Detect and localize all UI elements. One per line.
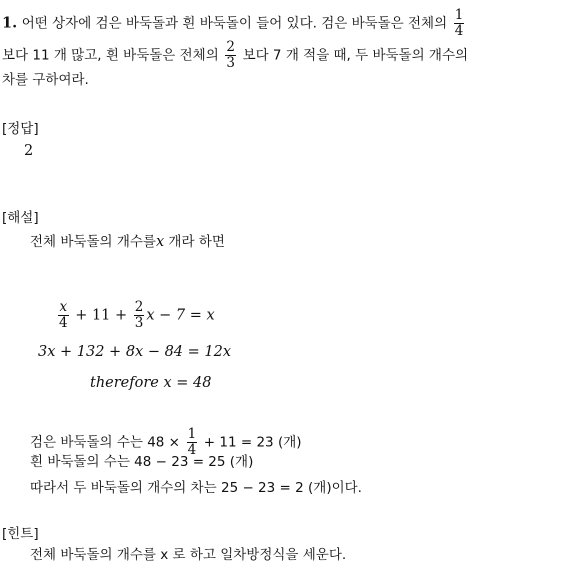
solution-step-2: 흰 바둑돌의 수는 48 − 23 = 25 (개) bbox=[30, 454, 254, 470]
question-line-1 bbox=[2, 8, 466, 39]
solution-label: [해설] bbox=[2, 210, 39, 226]
equation-2: 3x + 132 + 8x − 84 = 12x bbox=[38, 344, 232, 360]
fraction-denominator: 3 bbox=[134, 315, 144, 331]
step-1-end: + 11 = 23 (개) bbox=[203, 434, 302, 451]
equation-1-middle: + 11 + bbox=[75, 307, 128, 324]
fraction-denominator: 4 bbox=[454, 23, 464, 39]
fraction-numerator: 1 bbox=[454, 7, 464, 23]
fraction-denominator: 4 bbox=[59, 315, 68, 331]
question-line-2 bbox=[2, 40, 468, 71]
hint-label: [힌트] bbox=[2, 526, 39, 542]
fraction-numerator: 2 bbox=[226, 39, 235, 55]
equation-3: therefore x = 48 bbox=[90, 375, 212, 391]
question-text-2a: 보다 11 개 많고, 흰 바둑돌은 전체의 bbox=[2, 47, 219, 64]
solution-intro-text-end: 개라 하면 bbox=[164, 234, 225, 250]
fraction-denominator: 3 bbox=[226, 55, 235, 71]
fraction-x-over-4 bbox=[58, 300, 69, 331]
question-text-1: 어떤 상자에 검은 바둑돌과 흰 바둑돌이 들어 있다. 검은 바둑돌은 전체의 bbox=[21, 15, 448, 32]
question-line-3: 차를 구하여라. bbox=[2, 72, 89, 88]
solution-step-3: 따라서 두 바둑돌의 개수의 차는 25 − 23 = 2 (개)이다. bbox=[30, 480, 362, 496]
solution-intro bbox=[30, 232, 225, 252]
fraction-two-thirds-eq bbox=[134, 300, 145, 331]
fraction-numerator: 2 bbox=[134, 299, 144, 315]
fraction-two-thirds bbox=[225, 40, 236, 71]
fraction-denominator: 4 bbox=[187, 442, 197, 458]
equation-1 bbox=[56, 300, 215, 331]
hint-text: 전체 바둑돌의 개수를 x 로 하고 일차방정식을 세운다. bbox=[30, 547, 347, 563]
equation-1-end: x − 7 = x bbox=[146, 307, 215, 324]
step-1-text: 검은 바둑돌의 수는 48 × bbox=[30, 434, 180, 451]
fraction-numerator: 1 bbox=[187, 426, 197, 442]
question-text-2b: 보다 7 개 적을 때, 두 바둑돌의 개수의 bbox=[242, 47, 469, 64]
fraction-one-quarter bbox=[454, 8, 465, 39]
answer-value: 2 bbox=[24, 143, 34, 159]
answer-label: [정답] bbox=[2, 121, 39, 137]
solution-intro-text: 전체 바둑돌의 개수를 bbox=[30, 234, 156, 250]
question-number: 1. bbox=[2, 14, 18, 32]
variable-x: x bbox=[155, 234, 165, 250]
fraction-numerator: x bbox=[59, 299, 68, 315]
